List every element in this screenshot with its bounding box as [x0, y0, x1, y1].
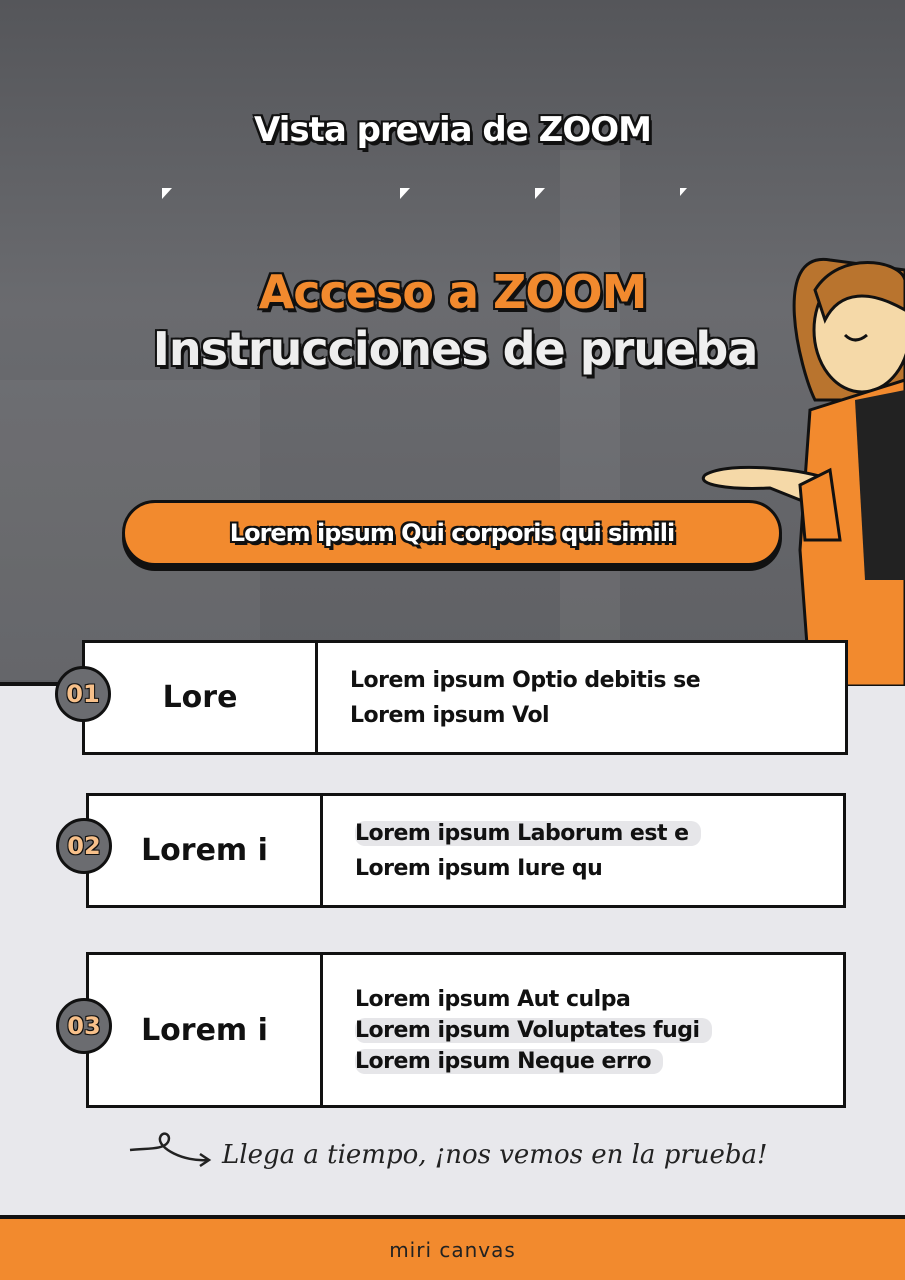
step-line: Lorem ipsum Neque erro: [355, 1049, 663, 1074]
step-card-2: [86, 793, 846, 908]
title-line-2: Instrucciones de prueba: [152, 322, 758, 376]
subtitle: Vista previa de ZOOM: [254, 110, 651, 150]
step-label: Lorem i: [89, 796, 323, 905]
title-line-1: Acceso a ZOOM: [258, 265, 647, 319]
brand-logo: miri canvas: [389, 1237, 516, 1262]
step-line: Lorem ipsum Laborum est e: [355, 821, 701, 846]
step-line: Lorem ipsum Optio debitis se: [350, 667, 701, 693]
presenter-illustration: [600, 250, 905, 686]
sparkle-icon: [680, 188, 687, 196]
step-number-badge: 01: [55, 666, 111, 722]
footer-bar: [0, 1215, 905, 1280]
step-label: Lorem i: [89, 955, 323, 1105]
step-line: Lorem ipsum Voluptates fugi: [355, 1018, 712, 1043]
curly-arrow-icon: [128, 1128, 214, 1172]
step-label: Lore: [85, 643, 318, 752]
step-line: Lorem ipsum Iure qu: [355, 855, 603, 881]
step-number-badge: 02: [56, 818, 112, 874]
sparkle-icon: [400, 188, 410, 199]
step-number-badge: 03: [56, 998, 112, 1054]
sparkle-icon: [535, 188, 545, 199]
step-card-3: [86, 952, 846, 1108]
step-card-1: [82, 640, 848, 755]
step-line: Lorem ipsum Aut culpa: [355, 986, 631, 1012]
step-line: Lorem ipsum Vol: [350, 702, 550, 728]
info-banner: Lorem ipsum Qui corporis qui simili: [122, 500, 782, 566]
sparkle-icon: [162, 188, 172, 199]
closing-message: Llega a tiempo, ¡nos vemos en la prueba!: [222, 1140, 768, 1170]
